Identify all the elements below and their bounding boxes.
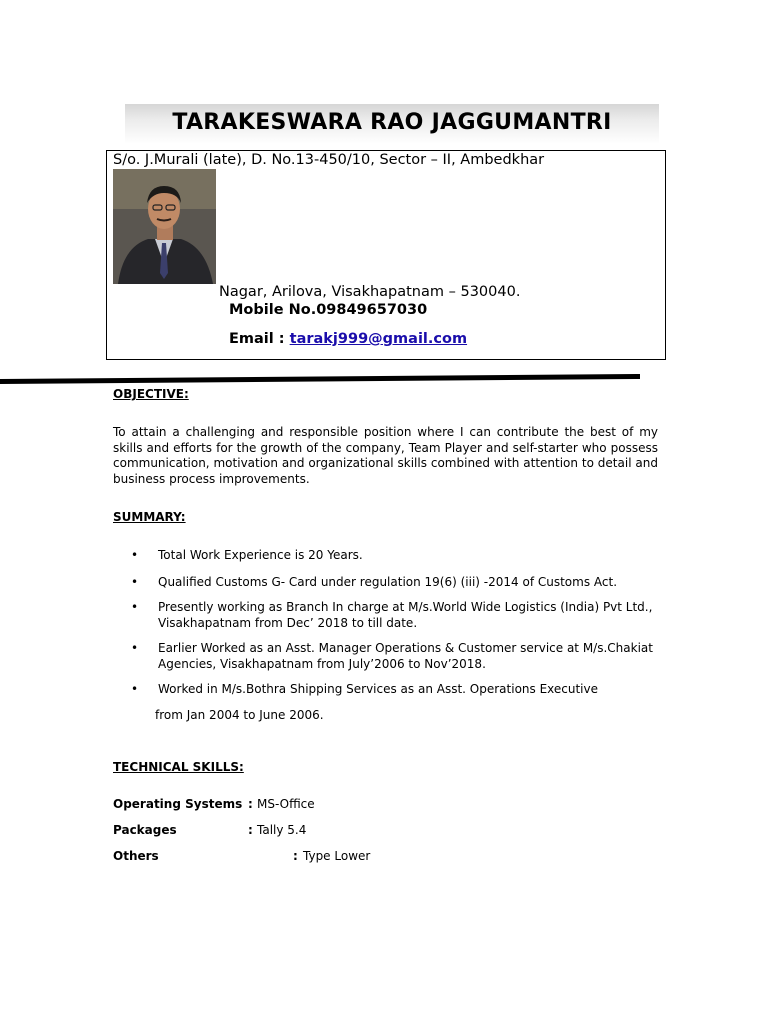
summary-item: Earlier Worked as an Asst. Manager Operations & Customer service at M/s.Chakiat Agencies, Visakhapatnam from July’2006 to Nov’2018. — [158, 641, 653, 671]
candidate-name: TARAKESWARA RAO JAGGUMANTRI — [172, 110, 612, 135]
skill-label: Packages — [113, 823, 177, 837]
summary-continuation: from Jan 2004 to June 2006. — [155, 708, 324, 722]
skill-colon: : — [248, 797, 253, 811]
mobile-number: Mobile No.09849657030 — [229, 302, 428, 318]
skill-value: MS-Office — [257, 797, 315, 811]
summary-heading: SUMMARY: — [113, 510, 186, 524]
skill-row-others — [113, 849, 371, 863]
contact-box — [106, 150, 666, 360]
technical-skills-heading: TECHNICAL SKILLS: — [113, 760, 244, 774]
summary-item: Qualified Customs G- Card under regulation 19(6) (iii) -2014 of Customs Act. — [158, 575, 618, 589]
bullet-icon: • — [131, 548, 139, 562]
skill-label: Operating Systems — [113, 797, 243, 811]
profile-photo — [113, 169, 216, 284]
bullet-icon: • — [131, 575, 139, 589]
bullet-icon: • — [131, 682, 139, 696]
email-link[interactable]: tarakj999@gmail.com — [289, 331, 468, 347]
section-divider — [0, 374, 640, 384]
skill-label: Others — [113, 849, 159, 863]
objective-text: To attain a challenging and responsible position where I can contribute the best of my skills and efforts for the growth of the company, Team Player and self-starter who possess communication, motivation and organizational skills combined with attention to detail and business process improvements. — [113, 425, 658, 486]
skill-colon: : — [293, 849, 298, 863]
address-line-1: S/o. J.Murali (late), D. No.13-450/10, Sector – II, Ambedkhar — [113, 152, 545, 168]
skill-value: Type Lower — [303, 849, 371, 863]
email-row — [229, 331, 467, 347]
skill-row-packages — [113, 823, 307, 837]
skill-value: Tally 5.4 — [257, 823, 307, 837]
skill-colon: : — [248, 823, 253, 837]
summary-item: Total Work Experience is 20 Years. — [158, 548, 363, 562]
address-line-2: Nagar, Arilova, Visakhapatnam – 530040. — [219, 284, 521, 300]
summary-item: Presently working as Branch In charge at M/s.World Wide Logistics (India) Pvt Ltd., Visakhapatnam from Dec’ 2018 to till date. — [158, 600, 653, 630]
objective-heading: OBJECTIVE: — [113, 387, 189, 401]
bullet-icon: • — [131, 641, 139, 655]
bullet-icon: • — [131, 600, 139, 614]
email-label: Email : — [229, 331, 290, 347]
summary-item: Worked in M/s.Bothra Shipping Services as an Asst. Operations Executive — [158, 682, 599, 696]
skill-row-operating-systems — [113, 797, 315, 811]
